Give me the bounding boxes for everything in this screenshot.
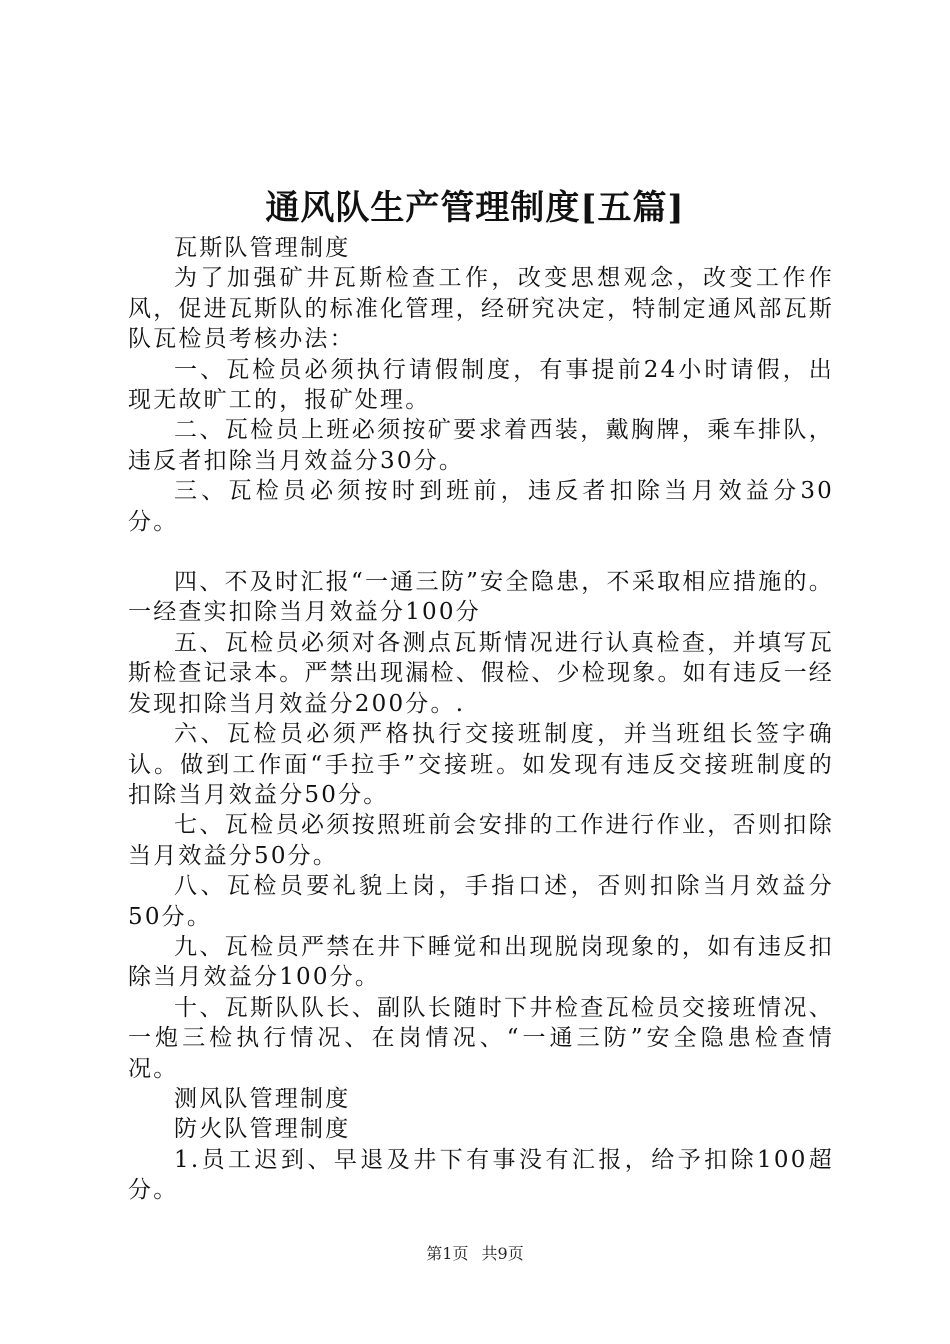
rule-1: 一、瓦检员必须执行请假制度，有事提前24小时请假，出现无故旷工的，报矿处理。 [128,356,834,414]
section-heading-gas-team: 瓦斯队管理制度 [174,235,351,261]
rule-9: 九、瓦检员严禁在井下睡觉和出现脱岗现象的，如有违反扣除当月效益分100分。 [128,933,834,991]
rule-7: 七、瓦检员必须按照班前会安排的工作进行作业，否则扣除当月效益分50分。 [128,812,834,869]
rule-4: 四、不及时汇报“一通三防”安全隐患，不采取相应措施的。一经查实扣除当月效益分100分 [128,569,834,626]
rule-3: 三、瓦检员必须按时到班前，违反者扣除当月效益分30分。 [128,478,834,535]
rule-10: 十、瓦斯队队长、副队长随时下井检查瓦检员交接班情况、一炮三检执行情况、在岗情况、“一通三防”安全隐患检查情况。 [128,994,834,1082]
section-heading-fire-team: 防火队管理制度 [174,1116,351,1143]
rule-5: 五、瓦检员必须对各测点瓦斯情况进行认真检查，并填写瓦斯检查记录本。严禁出现漏检、假检、少检现象。如有违反一经发现扣除当月效益分200分。. [128,629,834,717]
fire-team-rule-1: 1.员工迟到、早退及井下有事没有汇报，给予扣除100超分。 [128,1146,834,1204]
intro-paragraph: 为了加强矿井瓦斯检查工作，改变思想观念，改变工作作风，促进瓦斯队的标准化管理，经研究决定，特制定通风部瓦斯队瓦检员考核办法： [128,265,834,353]
page-total: 共9页 [481,1244,524,1263]
rule-6: 六、瓦检员必须严格执行交接班制度，并当班组长签字确认。做到工作面“手拉手”交接班。如发现有违反交接班制度的扣除当月效益分50分。 [128,721,834,808]
rule-8: 八、瓦检员要礼貌上岗，手指口述，否则扣除当月效益分50分。 [128,873,834,930]
page-footer [0,1242,950,1266]
section-heading-wind-team: 测风队管理制度 [174,1085,351,1112]
document-body [128,233,834,1206]
page-number: 第1页 [426,1244,469,1263]
rule-2: 二、瓦检员上班必须按矿要求着西装，戴胸牌，乘车排队，违反者扣除当月效益分30分。 [128,417,834,474]
document-title: 通风队生产管理制度[五篇] [265,188,685,228]
